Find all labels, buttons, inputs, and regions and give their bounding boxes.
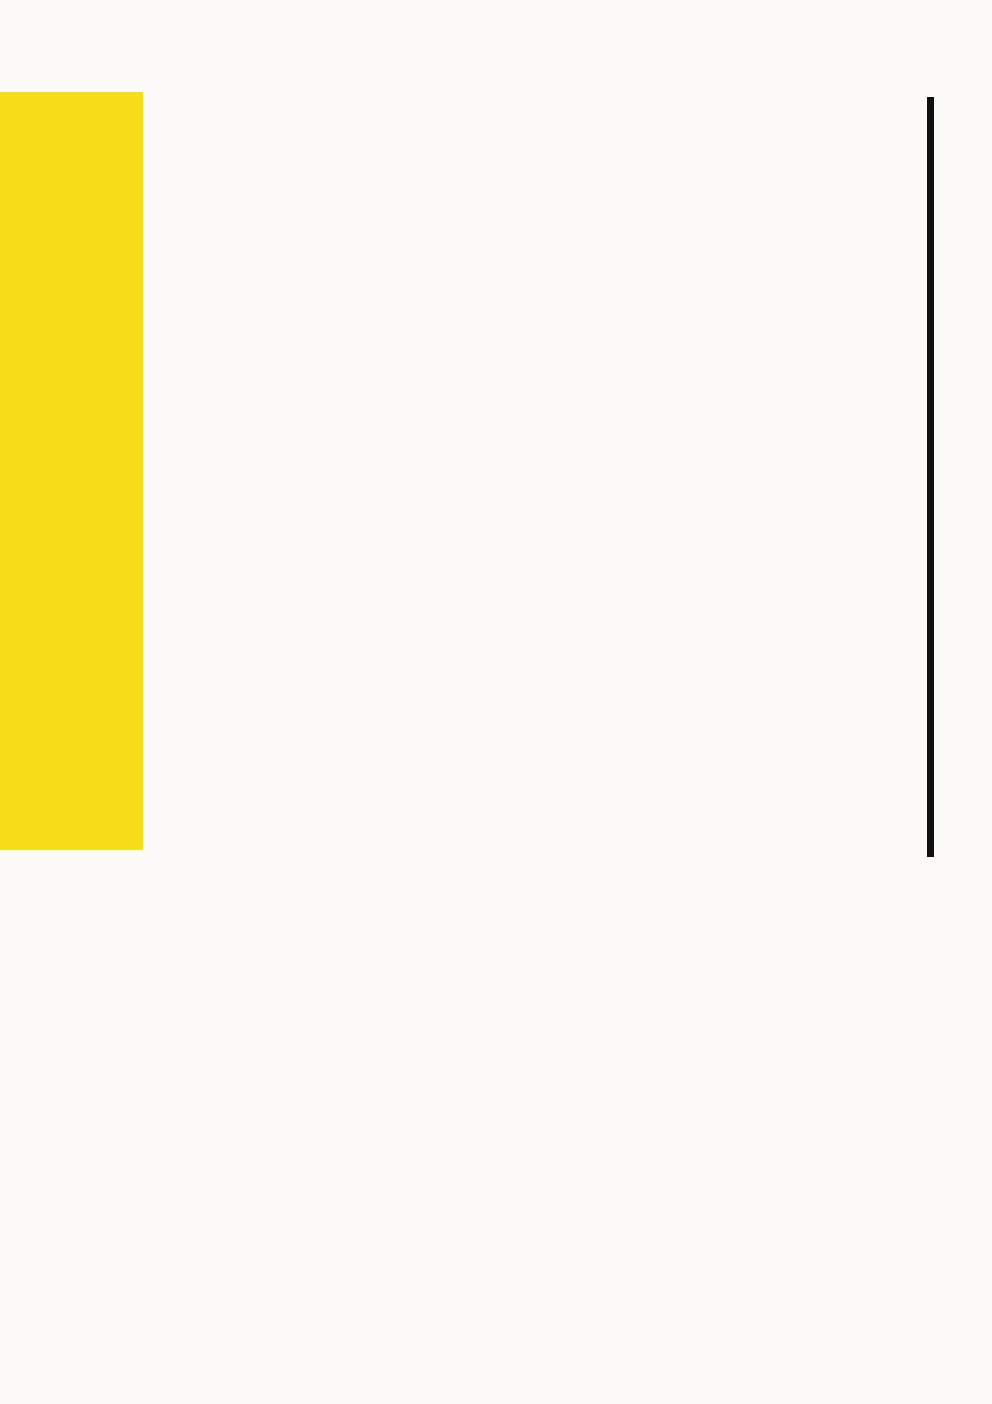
figure-caption-panel: [0, 92, 143, 850]
vertical-rule: [927, 97, 934, 857]
article-column-2: [418, 876, 646, 902]
circuit-schematic: [150, 75, 920, 865]
